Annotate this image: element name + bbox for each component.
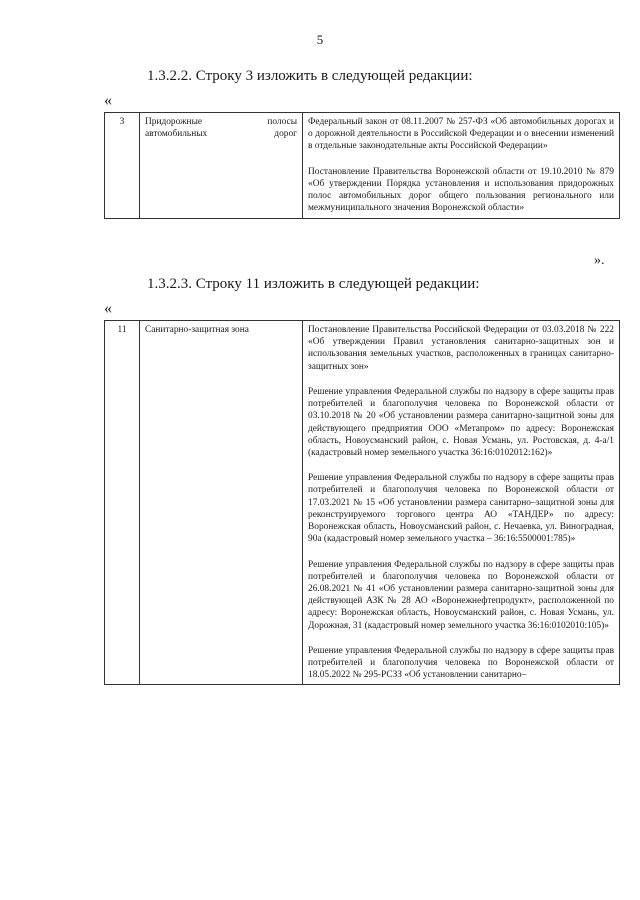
page-number: 5 xyxy=(316,32,324,47)
section-heading-row-11: 1.3.2.3. Строку 11 изложить в следующей редакции: xyxy=(147,276,480,292)
legal-document-paragraph: Федеральный закон от 08.11.2007 № 257-ФЗ «Об автомобильных дорогах и о дорожной деятельности в Российской Федерации и о внесении изменений в отдельные законодательные акты Российской Федерации» xyxy=(308,117,614,152)
zone-name-cell: Санитарно-защитная зона xyxy=(140,321,303,685)
section-heading-row-3: 1.3.2.2. Строку 3 изложить в следующей редакции: xyxy=(147,68,473,84)
legal-document-paragraph: Решение управления Федеральной службы по надзору в сфере защиты прав потребителей и благополучия человека по Воронежской области от 26.08.2021 № 41 «Об установлении размера санитарно-защитной зоны для действующей АЗК № 28 АО «Воронежнефтепродукт», расположенной по адресу: Воронежская область, Новоусманский район, с. Новая Усмань, ул. Дорожная, 31 (кадастровый номер земельного участка 36:16:0102010:105)» xyxy=(308,559,614,631)
opening-quote: « xyxy=(104,300,112,317)
opening-quote: « xyxy=(104,92,112,109)
table-row-3 xyxy=(104,112,620,219)
legal-document-paragraph: Решение управления Федеральной службы по надзору в сфере защиты прав потребителей и благополучия человека по Воронежской области от 17.03.2021 № 15 «Об установлении размера санитарно–защитной зоны для реконструируемого торгового центра АО «ТАНДЕР» по адресу: Воронежская область, Новоусманский район, с. Нечаевка, ул. Виноградная, 90а (кадастровый номер земельного участка – 36:16:5500001:785)» xyxy=(308,473,614,545)
legal-documents-cell xyxy=(303,321,620,685)
legal-document-paragraph: Решение управления Федеральной службы по надзору в сфере защиты прав потребителей и благополучия человека по Воронежской области от 03.10.2018 № 20 «Об установлении размера санитарно-защитной зоны для действующего предприятия ООО «Метапром» по адресу: Воронежская область, Новоусманский район, с. Новая Усмань, ул. Ростовская, д. 4-а/1 (кадастровый номер земельного участка 36:16:0102012:162)» xyxy=(308,386,614,458)
zone-name-cell: Придорожные полосы автомобильных дорог xyxy=(140,113,303,219)
legal-document-paragraph: Постановление Правительства Воронежской области от 19.10.2010 № 879 «Об утверждении Порядка установления и использования придорожных полос автомобильных дорог общего пользования регионального или межмуниципального значения Воронежской области» xyxy=(308,166,614,214)
table-row xyxy=(105,321,620,685)
legal-document-paragraph: Решение управления Федеральной службы по надзору в сфере защиты прав потребителей и благополучия человека по Воронежской области от 18.05.2022 № 295-РСЗЗ «Об установлении санитарно– xyxy=(308,645,614,681)
row-number-cell: 3 xyxy=(105,113,140,219)
legal-document-paragraph: Постановление Правительства Российской Федерации от 03.03.2018 № 222 «Об утверждении Правил установления санитарно-защитных зон и использования земельных участков, расположенных в границах санитарно-защитных зон» xyxy=(308,325,614,372)
closing-quote: ». xyxy=(594,253,605,268)
legal-documents-cell xyxy=(303,113,620,219)
table-row xyxy=(105,113,620,219)
row-number-cell: 11 xyxy=(105,321,140,685)
table-row-11 xyxy=(104,320,620,685)
